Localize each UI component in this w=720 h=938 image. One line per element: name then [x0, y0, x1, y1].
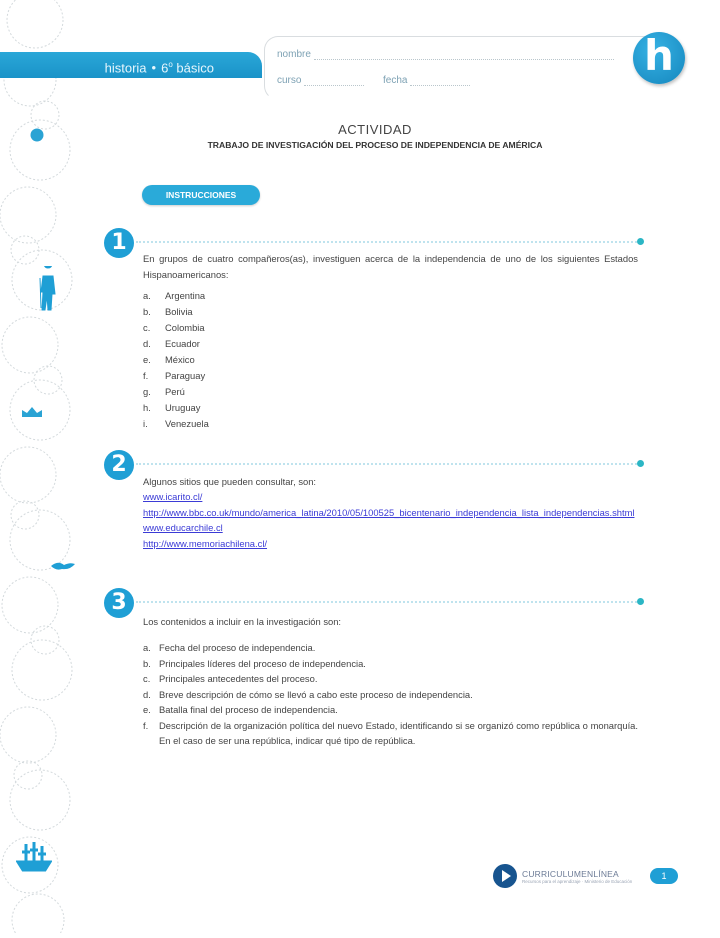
name-input-line[interactable]	[314, 51, 614, 60]
list-item: i. Venezuela	[143, 418, 209, 429]
list-item: a. Fecha del proceso de independencia.	[143, 642, 316, 653]
grade-suffix: o	[168, 60, 173, 69]
name-field[interactable]	[277, 49, 614, 60]
section-number-badge: 2	[104, 450, 134, 480]
subject-banner	[0, 52, 262, 78]
play-icon	[493, 864, 517, 888]
section-2-text: Algunos sitios que pueden consultar, son:	[143, 476, 317, 487]
list-item: d. Ecuador	[143, 338, 200, 349]
resource-links	[143, 489, 638, 551]
list-item: a. Argentina	[143, 290, 206, 301]
page-subtitle: TRABAJO DE INVESTIGACIÓN DEL PROCESO DE INDEPENDENCIA DE AMÉRICA	[207, 140, 543, 150]
explorer-figure-icon	[36, 266, 58, 312]
section-3-text: Los contenidos a incluir en la investigación son:	[143, 616, 342, 627]
historia-logo: h	[633, 32, 685, 84]
curriculum-logo[interactable]	[493, 864, 632, 888]
divider-end-dot	[637, 460, 644, 467]
link-bbc[interactable]: http://www.bbc.co.uk/mundo/america_latina/2010/05/100525_bicentenario_independencia_lista_independencias.shtml	[143, 506, 635, 518]
separator: •	[151, 60, 157, 76]
date-input-line[interactable]	[410, 77, 470, 86]
student-info-form	[264, 36, 645, 100]
page-number: 1	[650, 868, 678, 884]
crown-icon	[20, 405, 44, 419]
list-item: c. Principales antecedentes del proceso.	[143, 673, 318, 684]
subject-label: historia	[104, 60, 147, 76]
contents-list	[143, 640, 638, 749]
divider-end-dot	[637, 238, 644, 245]
link-icarito[interactable]: www.icarito.cl/	[143, 491, 203, 502]
ship-icon	[16, 840, 52, 872]
dotted-divider	[136, 241, 640, 243]
section-number-badge: 3	[104, 588, 134, 618]
list-item: b. Bolivia	[143, 306, 193, 317]
list-item: f. Descripción de la organización política del nuevo Estado, identificando si se organizó como república o monarquía. En el caso de ser una república, indicar qué tipo de república.	[143, 719, 638, 746]
name-label: nombre	[277, 49, 311, 60]
divider-end-dot	[637, 598, 644, 605]
grade-number: 6	[161, 60, 169, 76]
section-1-text: En grupos de cuatro compañeros(as), investiguen acerca de la independencia de uno de los siguientes Estados Hispanoamericanos:	[143, 253, 638, 280]
footer-tagline: Recursos para el aprendizaje · Ministerio de Educación	[522, 878, 633, 884]
list-item: c. Colombia	[143, 322, 205, 333]
list-item: g. Perú	[143, 386, 185, 397]
course-field[interactable]	[277, 75, 364, 86]
grade-label: básico	[176, 60, 214, 76]
link-educarchile[interactable]: www.educarchile.cl	[143, 522, 223, 533]
section-number-badge: 1	[104, 228, 134, 258]
list-item: d. Breve descripción de cómo se llevó a cabo este proceso de independencia.	[143, 688, 473, 700]
dotted-divider	[136, 601, 640, 603]
bird-icon	[50, 560, 76, 572]
link-memoriachilena[interactable]: http://www.memoriachilena.cl/	[143, 537, 268, 549]
country-list	[143, 288, 209, 432]
date-field[interactable]	[383, 75, 470, 86]
page-title: ACTIVIDAD	[338, 122, 412, 137]
list-item: f. Paraguay	[143, 370, 206, 381]
date-label: fecha	[383, 75, 408, 86]
course-label: curso	[277, 75, 302, 86]
footer-brand: CURRICULUMENLÍNEA	[522, 868, 619, 879]
dotted-divider	[136, 463, 640, 465]
list-item: b. Principales líderes del proceso de independencia.	[143, 657, 366, 669]
list-item: e. Batalla final del proceso de independencia.	[143, 704, 338, 715]
list-item: e. México	[143, 354, 195, 365]
list-item: h. Uruguay	[143, 402, 201, 413]
course-input-line[interactable]	[304, 77, 364, 86]
instructions-badge: INSTRUCCIONES	[142, 185, 260, 205]
